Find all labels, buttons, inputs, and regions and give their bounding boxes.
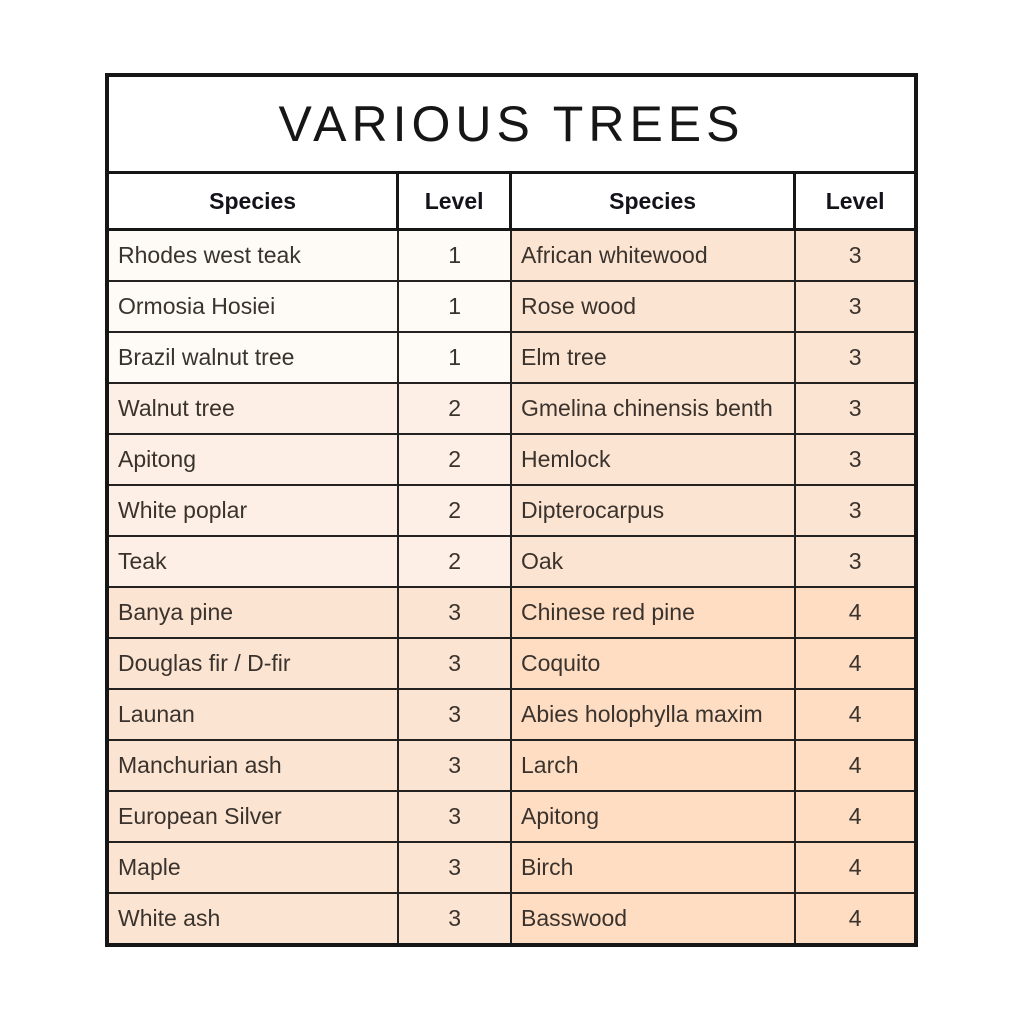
- species-cell-left: Rhodes west teak: [109, 231, 399, 280]
- level-cell-right: 4: [796, 588, 914, 637]
- species-cell-left: Maple: [109, 843, 399, 892]
- level-cell-left: 3: [399, 588, 512, 637]
- level-cell-left: 3: [399, 792, 512, 841]
- species-cell-right: Larch: [512, 741, 796, 790]
- level-cell-left: 3: [399, 639, 512, 688]
- table-row: [109, 894, 914, 943]
- table-row: [109, 588, 914, 639]
- level-cell-right: 4: [796, 639, 914, 688]
- table-row: [109, 282, 914, 333]
- species-cell-left: Douglas fir / D-fir: [109, 639, 399, 688]
- table-header-row: [109, 174, 914, 231]
- table-row: [109, 843, 914, 894]
- species-cell-right: Rose wood: [512, 282, 796, 331]
- level-cell-left: 1: [399, 333, 512, 382]
- table-row: [109, 384, 914, 435]
- level-cell-right: 3: [796, 231, 914, 280]
- table-row: [109, 792, 914, 843]
- level-cell-left: 3: [399, 690, 512, 739]
- level-cell-left: 3: [399, 741, 512, 790]
- level-cell-right: 4: [796, 792, 914, 841]
- species-cell-right: Elm tree: [512, 333, 796, 382]
- table-row: [109, 690, 914, 741]
- level-cell-right: 3: [796, 435, 914, 484]
- species-cell-right: Birch: [512, 843, 796, 892]
- species-cell-left: White poplar: [109, 486, 399, 535]
- species-cell-right: Basswood: [512, 894, 796, 943]
- table-row: [109, 741, 914, 792]
- table-row: [109, 486, 914, 537]
- species-cell-left: Brazil walnut tree: [109, 333, 399, 382]
- table-row: [109, 231, 914, 282]
- header-species-right: Species: [512, 174, 796, 228]
- level-cell-right: 4: [796, 741, 914, 790]
- trees-table: [105, 73, 918, 947]
- species-cell-left: Ormosia Hosiei: [109, 282, 399, 331]
- level-cell-right: 3: [796, 537, 914, 586]
- level-cell-left: 1: [399, 231, 512, 280]
- level-cell-left: 2: [399, 537, 512, 586]
- species-cell-right: Oak: [512, 537, 796, 586]
- species-cell-left: White ash: [109, 894, 399, 943]
- species-cell-right: Abies holophylla maxim: [512, 690, 796, 739]
- species-cell-right: Coquito: [512, 639, 796, 688]
- species-cell-right: Gmelina chinensis benth: [512, 384, 796, 433]
- header-species-left: Species: [109, 174, 399, 228]
- level-cell-right: 4: [796, 894, 914, 943]
- table-title-row: [109, 77, 914, 174]
- level-cell-left: 2: [399, 435, 512, 484]
- header-level-left: Level: [399, 174, 512, 228]
- level-cell-left: 2: [399, 384, 512, 433]
- level-cell-left: 2: [399, 486, 512, 535]
- species-cell-right: Hemlock: [512, 435, 796, 484]
- species-cell-left: Teak: [109, 537, 399, 586]
- species-cell-right: Chinese red pine: [512, 588, 796, 637]
- table-title: VARIOUS TREES: [278, 96, 745, 152]
- level-cell-right: 3: [796, 384, 914, 433]
- table-row: [109, 639, 914, 690]
- level-cell-right: 3: [796, 282, 914, 331]
- table-body: [109, 231, 914, 943]
- species-cell-left: Launan: [109, 690, 399, 739]
- species-cell-right: Apitong: [512, 792, 796, 841]
- species-cell-right: African whitewood: [512, 231, 796, 280]
- table-row: [109, 333, 914, 384]
- species-cell-left: Apitong: [109, 435, 399, 484]
- species-cell-left: Manchurian ash: [109, 741, 399, 790]
- level-cell-left: 1: [399, 282, 512, 331]
- table-row: [109, 435, 914, 486]
- level-cell-right: 3: [796, 333, 914, 382]
- species-cell-left: Walnut tree: [109, 384, 399, 433]
- level-cell-right: 4: [796, 690, 914, 739]
- level-cell-right: 3: [796, 486, 914, 535]
- header-level-right: Level: [825, 187, 885, 214]
- species-cell-right: Dipterocarpus: [512, 486, 796, 535]
- level-cell-left: 3: [399, 894, 512, 943]
- level-cell-left: 3: [399, 843, 512, 892]
- species-cell-left: European Silver: [109, 792, 399, 841]
- species-cell-left: Banya pine: [109, 588, 399, 637]
- level-cell-right: 4: [796, 843, 914, 892]
- table-row: [109, 537, 914, 588]
